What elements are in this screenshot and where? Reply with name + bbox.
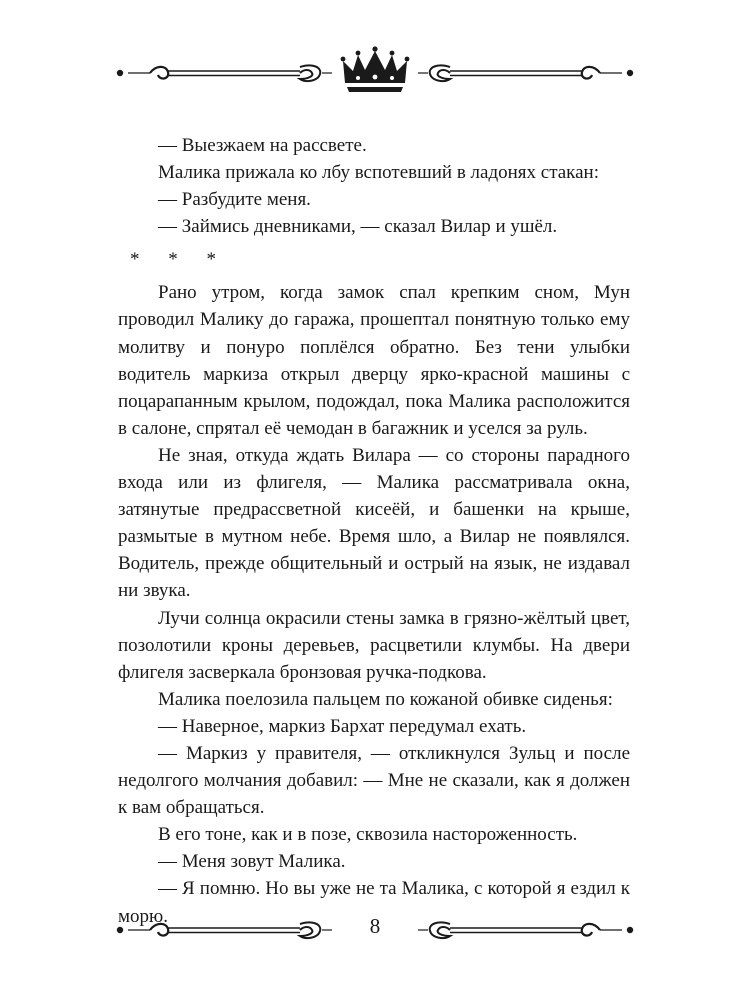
paragraph: — Займись дневниками, — сказал Вилар и ушёл. (158, 216, 558, 238)
paragraph: Лучи солнца окрасили стены замка в грязно-жёлтый цвет, позолотили кроны деревьев, расцветили клумбы. На двери флигеля засверкала бронзовая ручка-подкова. (118, 607, 630, 683)
header-ornament (0, 45, 750, 105)
paragraph: Рано утром, когда замок спал крепким сном, Мун проводил Малику до гаража, прошептал понятную только ему молитву и понуро поплёлся обратно. Без тени улыбки водитель маркиза открыл дверцу ярко-красной машины с поцарапанным крылом, подождал, пока Малика расположится в салоне, спрятал её чемодан в багажник и уселся за руль. (118, 282, 630, 439)
paragraph: В его тоне, как и в позе, сквозила настороженность. (158, 824, 578, 846)
paragraph: — Я помню. Но вы уже не та Малика, с которой я ездил к морю. (118, 878, 630, 927)
section-separator: * * * (130, 249, 228, 271)
left-scroll-ornament-icon (117, 65, 332, 81)
paragraph: Малика прижала ко лбу вспотевший в ладонях стакан: (158, 162, 600, 184)
footer-left-scroll-ornament-icon (117, 922, 332, 938)
footer-right-scroll-ornament-icon (418, 922, 633, 938)
right-scroll-ornament-icon (418, 65, 633, 81)
paragraph: — Маркиз у правителя, — откликнулся Зульц и после недолгого молчания добавил: — Мне не сказали, как я должен к вам обращаться. (118, 742, 630, 819)
paragraph: Малика поелозила пальцем по кожаной обивке сиденья: (158, 688, 613, 710)
paragraph: — Разбудите меня. (158, 189, 311, 211)
paragraph: — Наверное, маркиз Бархат передумал ехать. (158, 715, 527, 737)
body-text (118, 132, 630, 930)
paragraph: Не зная, откуда ждать Вилара — со стороны парадного входа или из флигеля, — Малика рассматривала окна, затянутые предрассветной кисеёй, и башенки на крыше, размытые в мутном небе. Время шло, а Вилар не появлялся. Водитель, прежде общительный и острый на язык, не издавал ни звука. (118, 444, 630, 602)
paragraph: — Меня зовут Малика. (158, 851, 346, 873)
page-number: 8 (369, 914, 381, 938)
paragraph: — Выезжаем на рассвете. (158, 135, 367, 156)
crown-icon (341, 46, 410, 92)
